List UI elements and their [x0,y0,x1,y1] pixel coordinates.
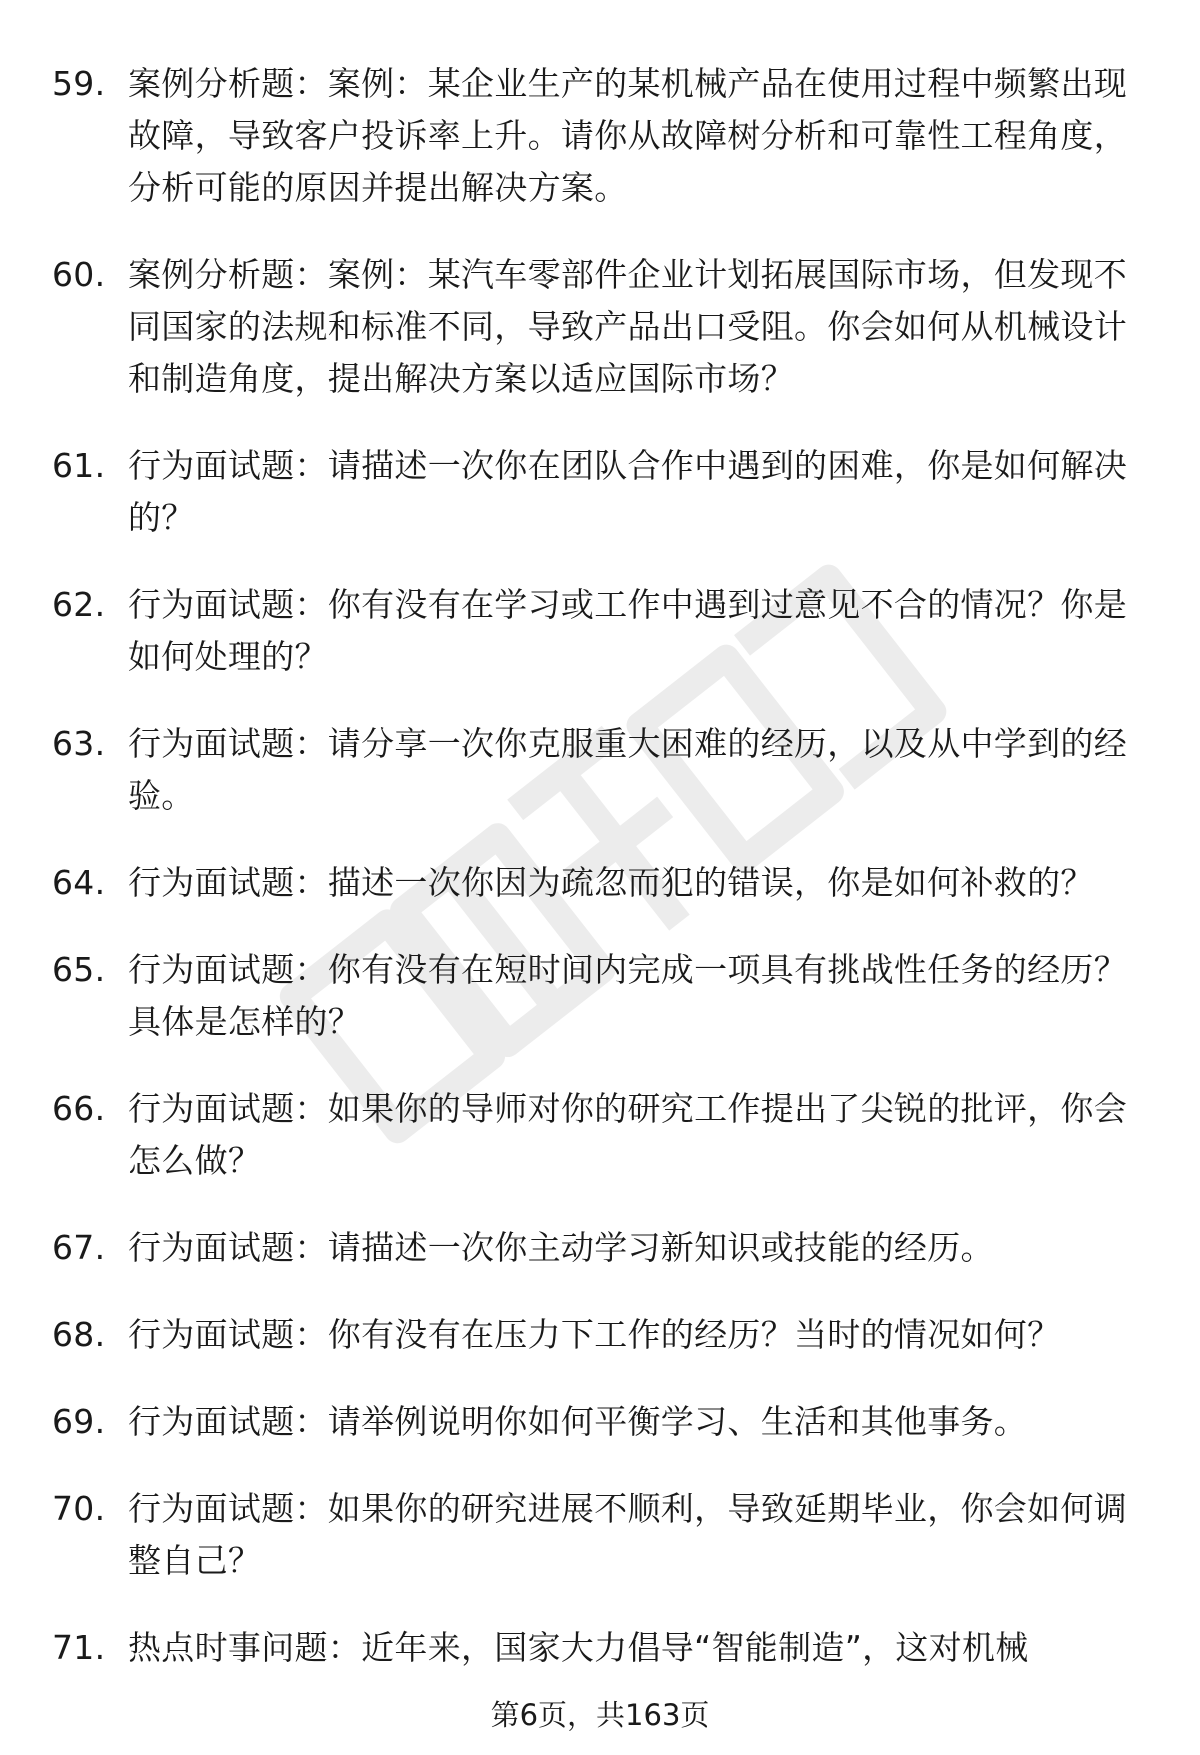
question-item [0,1083,1200,1187]
question-item [0,579,1200,683]
question-item [0,1483,1200,1587]
question-number: 69. [52,1402,106,1441]
question-item [0,718,1200,822]
question-text: 行为面试题：描述一次你因为疏忽而犯的错误，你是如何补救的？ [128,863,1094,902]
question-item [0,440,1200,544]
question-number: 60. [52,255,106,294]
question-number: 70. [52,1489,106,1528]
question-item [0,857,1200,909]
question-number: 61. [52,446,106,485]
question-text: 热点时事问题：近年来，国家大力倡导“智能制造”，这对机械 [128,1628,1029,1667]
question-number: 63. [52,724,106,763]
question-number: 67. [52,1228,106,1267]
question-text: 行为面试题：请描述一次你在团队合作中遇到的困难，你是如何解决的？ [128,446,1127,537]
question-text: 行为面试题：你有没有在学习或工作中遇到过意见不合的情况？你是如何处理的？ [128,585,1127,676]
page-number-footer: 第6页，共163页 [490,1698,710,1732]
question-item [0,58,1200,214]
question-text: 行为面试题：如果你的导师对你的研究工作提出了尖锐的批评，你会怎么做？ [128,1089,1127,1180]
question-item [0,1309,1200,1361]
question-item [0,1222,1200,1274]
question-item [0,944,1200,1048]
question-text: 行为面试题：请分享一次你克服重大困难的经历，以及从中学到的经验。 [128,724,1127,815]
question-list [0,58,1200,1709]
question-number: 59. [52,64,106,103]
question-text: 行为面试题：请描述一次你主动学习新知识或技能的经历。 [128,1228,994,1267]
question-number: 71. [52,1628,106,1667]
question-number: 65. [52,950,106,989]
question-text: 行为面试题：请举例说明你如何平衡学习、生活和其他事务。 [128,1402,1028,1441]
question-item [0,249,1200,405]
question-number: 62. [52,585,106,624]
question-item [0,1622,1200,1674]
question-text: 行为面试题：你有没有在压力下工作的经历？当时的情况如何？ [128,1315,1061,1354]
question-text: 行为面试题：如果你的研究进展不顺利，导致延期毕业，你会如何调整自己？ [128,1489,1127,1580]
question-text: 行为面试题：你有没有在短时间内完成一项具有挑战性任务的经历？具体是怎样的？ [128,950,1127,1041]
question-text: 案例分析题：案例：某汽车零部件企业计划拓展国际市场，但发现不同国家的法规和标准不同，导致产品出口受阻。你会如何从机械设计和制造角度，提出解决方案以适应国际市场？ [128,255,1127,398]
question-number: 66. [52,1089,106,1128]
question-number: 64. [52,863,106,902]
question-item [0,1396,1200,1448]
question-text: 案例分析题：案例：某企业生产的某机械产品在使用过程中频繁出现故障，导致客户投诉率上升。请你从故障树分析和可靠性工程角度，分析可能的原因并提出解决方案。 [128,64,1127,207]
question-number: 68. [52,1315,106,1354]
